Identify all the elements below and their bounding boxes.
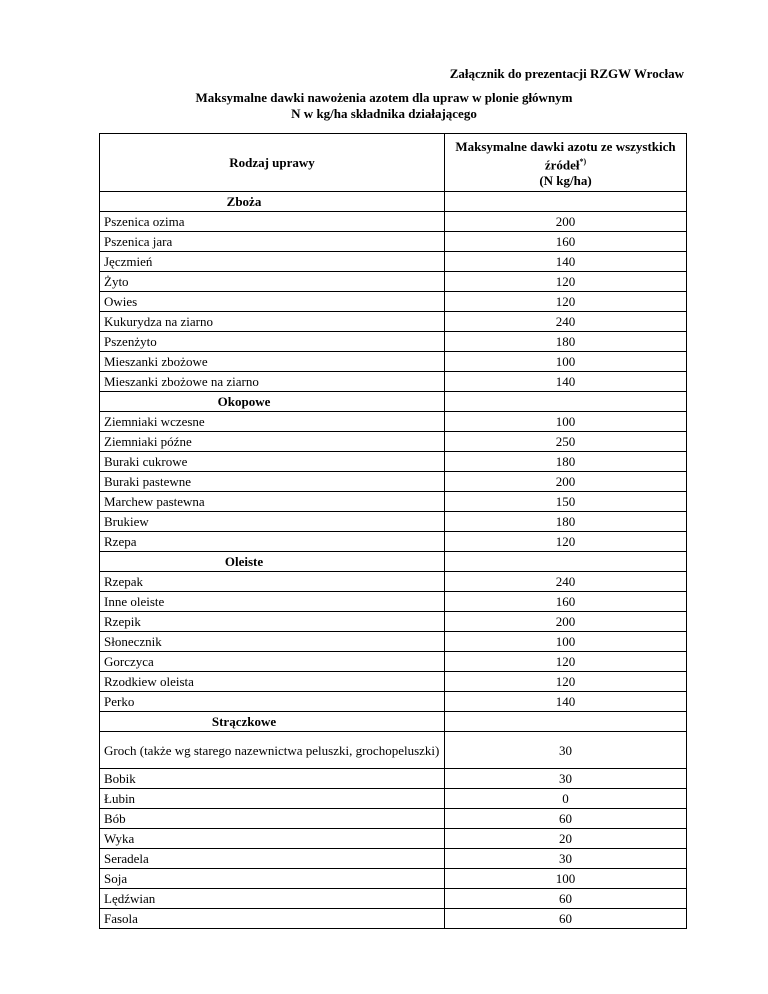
table-row [100, 492, 687, 512]
crop-name: Fasola [100, 909, 445, 929]
dose-value: 250 [445, 432, 687, 452]
dose-value: 180 [445, 332, 687, 352]
dose-value: 150 [445, 492, 687, 512]
category-name: Oleiste [100, 552, 445, 572]
table-row [100, 292, 687, 312]
category-empty-cell [445, 712, 687, 732]
dose-value: 100 [445, 412, 687, 432]
dose-value: 100 [445, 869, 687, 889]
dose-value: 60 [445, 889, 687, 909]
dose-value: 120 [445, 672, 687, 692]
crop-name: Pszenica jara [100, 232, 445, 252]
table-row [100, 809, 687, 829]
crop-name: Mieszanki zbożowe na ziarno [100, 372, 445, 392]
annex-note: Załącznik do prezentacji RZGW Wrocław [449, 66, 684, 81]
crop-name: Bobik [100, 769, 445, 789]
category-empty-cell [445, 192, 687, 212]
dose-value: 60 [445, 809, 687, 829]
category-name: Strączkowe [100, 712, 445, 732]
dose-value: 140 [445, 372, 687, 392]
dose-value: 120 [445, 292, 687, 312]
table-row [100, 432, 687, 452]
crop-name: Inne oleiste [100, 592, 445, 612]
crop-name: Pszenżyto [100, 332, 445, 352]
crop-name: Ziemniaki późne [100, 432, 445, 452]
table-header-row [100, 134, 687, 192]
crop-name: Rzodkiew oleista [100, 672, 445, 692]
dose-value: 20 [445, 829, 687, 849]
dose-value: 100 [445, 352, 687, 372]
title-line-2: N w kg/ha składnika działającego [291, 106, 477, 121]
crop-name: Perko [100, 692, 445, 712]
dose-value: 160 [445, 232, 687, 252]
dose-value: 140 [445, 692, 687, 712]
document-title [0, 90, 768, 122]
table-row [100, 212, 687, 232]
category-empty-cell [445, 392, 687, 412]
crop-name: Kukurydza na ziarno [100, 312, 445, 332]
table-row [100, 672, 687, 692]
dose-value: 0 [445, 789, 687, 809]
table-row [100, 869, 687, 889]
table-row [100, 909, 687, 929]
dose-value: 200 [445, 212, 687, 232]
dose-value: 200 [445, 612, 687, 632]
crop-name: Łubin [100, 789, 445, 809]
category-name: Okopowe [100, 392, 445, 412]
crop-name: Groch (także wg starego nazewnictwa peluszki, grochopeluszki) [100, 732, 445, 769]
table-row [100, 632, 687, 652]
dose-value: 100 [445, 632, 687, 652]
dose-value: 180 [445, 512, 687, 532]
category-empty-cell [445, 552, 687, 572]
header-dose [445, 134, 687, 192]
crop-name: Brukiew [100, 512, 445, 532]
table-row [100, 372, 687, 392]
dose-value: 120 [445, 652, 687, 672]
table-row [100, 312, 687, 332]
category-name: Zboża [100, 192, 445, 212]
dose-value: 200 [445, 472, 687, 492]
crop-name: Gorczyca [100, 652, 445, 672]
category-row [100, 192, 687, 212]
table-row [100, 789, 687, 809]
crop-name: Ziemniaki wczesne [100, 412, 445, 432]
table-row [100, 452, 687, 472]
header-dose-unit: (N kg/ha) [539, 172, 592, 188]
dose-value: 120 [445, 272, 687, 292]
crop-name: Owies [100, 292, 445, 312]
header-crop: Rodzaj uprawy [100, 134, 445, 192]
crop-name: Lędźwian [100, 889, 445, 909]
table-row [100, 572, 687, 592]
table-row [100, 352, 687, 372]
crop-name: Wyka [100, 829, 445, 849]
category-row [100, 552, 687, 572]
dose-value: 160 [445, 592, 687, 612]
table-row [100, 769, 687, 789]
crop-name: Rzepik [100, 612, 445, 632]
table-row [100, 652, 687, 672]
crop-name: Słonecznik [100, 632, 445, 652]
dose-value: 140 [445, 252, 687, 272]
crop-name: Buraki pastewne [100, 472, 445, 492]
crop-name: Buraki cukrowe [100, 452, 445, 472]
title-line-1: Maksymalne dawki nawożenia azotem dla upraw w plonie głównym [195, 90, 573, 105]
table-row [100, 592, 687, 612]
table-row [100, 232, 687, 252]
table-row [100, 889, 687, 909]
dose-value: 120 [445, 532, 687, 552]
table-row [100, 732, 687, 769]
dose-value: 30 [445, 732, 687, 769]
table-row [100, 612, 687, 632]
dose-value: 30 [445, 769, 687, 789]
category-row [100, 392, 687, 412]
table-row [100, 829, 687, 849]
crop-name: Mieszanki zbożowe [100, 352, 445, 372]
dose-value: 180 [445, 452, 687, 472]
table-row [100, 532, 687, 552]
table-row [100, 472, 687, 492]
table-row [100, 332, 687, 352]
table-row [100, 272, 687, 292]
table-row [100, 692, 687, 712]
crop-name: Rzepak [100, 572, 445, 592]
dose-value: 30 [445, 849, 687, 869]
table-row [100, 412, 687, 432]
table-row [100, 512, 687, 532]
crop-name: Pszenica ozima [100, 212, 445, 232]
crop-name: Marchew pastewna [100, 492, 445, 512]
dose-value: 240 [445, 572, 687, 592]
crop-name: Seradela [100, 849, 445, 869]
header-dose-label: Maksymalne dawki azotu ze wszystkich źródeł [455, 139, 676, 173]
crop-name: Bób [100, 809, 445, 829]
table-row [100, 849, 687, 869]
header-dose-footnote: *) [579, 157, 587, 167]
crop-name: Soja [100, 869, 445, 889]
crop-name: Rzepa [100, 532, 445, 552]
nitrogen-dose-table [99, 133, 687, 929]
table-row [100, 252, 687, 272]
crop-name: Żyto [100, 272, 445, 292]
crop-name: Jęczmień [100, 252, 445, 272]
dose-value: 60 [445, 909, 687, 929]
category-row [100, 712, 687, 732]
dose-value: 240 [445, 312, 687, 332]
